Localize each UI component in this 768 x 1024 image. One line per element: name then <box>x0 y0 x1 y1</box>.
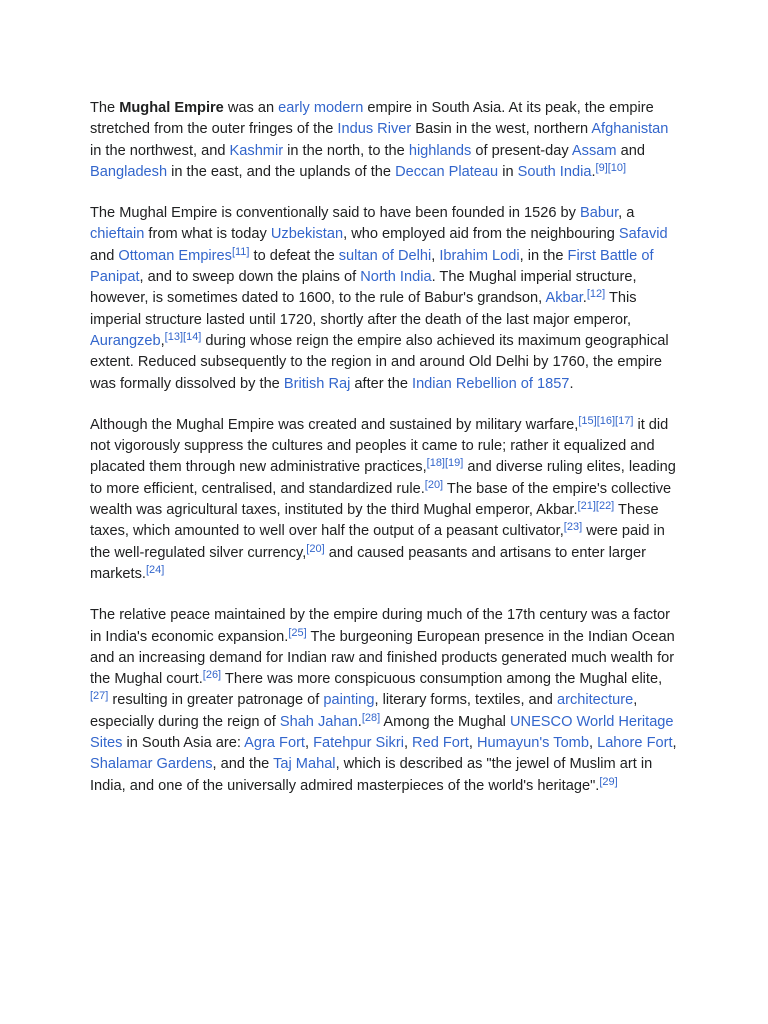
citation-ref <box>564 521 582 533</box>
text-run: in the north, to the <box>283 142 409 159</box>
link-bangladesh[interactable]: Bangladesh <box>90 163 168 180</box>
link-indus-river[interactable]: Indus River <box>337 121 412 138</box>
text-run: to defeat the <box>249 247 339 264</box>
link-ibrahim-lodi[interactable]: Ibrahim Lodi <box>439 247 520 264</box>
citation-ref <box>615 415 633 427</box>
text-run: , <box>160 332 165 349</box>
link-akbar[interactable]: Akbar <box>545 290 583 307</box>
text-run: . <box>591 163 596 180</box>
link-assam[interactable]: Assam <box>571 142 617 159</box>
citation-link[interactable]: [13] <box>164 330 184 343</box>
link-agra-fort[interactable]: Agra Fort <box>244 735 305 752</box>
text-run: . <box>582 290 587 307</box>
text-run: , a <box>618 205 635 222</box>
text-run: was an <box>223 100 279 116</box>
text-run: There was more conspicuous consumption among the Mughal elite, <box>221 671 663 688</box>
link-chieftain[interactable]: chieftain <box>90 226 145 243</box>
citation-ref <box>578 415 596 427</box>
paragraph-2 <box>90 203 680 395</box>
text-run: The base of the empire's collective wealth was agricultural taxes, instituted by the third Mughal emperor, Akbar. <box>90 480 672 519</box>
text-run: . The Mughal imperial structure, however, is sometimes dated to 1600, to the rule of Babur's grandson, <box>90 269 637 307</box>
citation-link[interactable]: [24] <box>145 563 165 576</box>
citation-ref <box>183 331 201 343</box>
text-run: in South Asia are: <box>122 735 245 752</box>
text-run: were paid in the well-regulated silver currency, <box>90 523 665 561</box>
bold-term: Mughal Empire <box>119 100 224 116</box>
link-fatehpur-sikri[interactable]: Fatehpur Sikri <box>313 735 404 752</box>
link-lahore-fort[interactable]: Lahore Fort <box>597 735 673 752</box>
link-red-fort[interactable]: Red Fort <box>412 735 469 752</box>
link-kashmir[interactable]: Kashmir <box>229 142 284 159</box>
citation-link[interactable]: [16] <box>596 414 616 427</box>
link-shah-jahan[interactable]: Shah Jahan <box>279 713 358 730</box>
citation-ref <box>146 564 164 576</box>
text-run: , <box>304 735 314 752</box>
article-body <box>90 98 680 817</box>
link-uzbekistan[interactable]: Uzbekistan <box>270 226 344 243</box>
text-run: , <box>403 735 413 752</box>
citation-ref <box>596 162 608 174</box>
citation-link[interactable]: [22] <box>595 500 615 513</box>
citation-ref <box>90 690 108 702</box>
citation-ref <box>599 776 617 788</box>
citation-link[interactable]: [29] <box>599 775 618 788</box>
text-run: and <box>90 247 119 264</box>
text-run: . <box>569 375 574 392</box>
text-run: from what is today <box>144 226 271 243</box>
text-run: The burgeoning European presence in the Indian Ocean and an increasing demand for Indian raw and finished products generated much wealth for the Mughal court. <box>90 628 675 688</box>
link-first-battle-of-panipat[interactable]: First Battle of Panipat <box>90 247 654 286</box>
text-run: These taxes, which amounted to well over half the output of a peasant cultivator, <box>90 502 659 540</box>
citation-ref <box>445 457 463 469</box>
text-run: This imperial structure lasted until 1720, shortly after the death of the last major emperor, <box>90 290 637 328</box>
link-british-raj[interactable]: British Raj <box>283 375 351 392</box>
citation-link[interactable]: [19] <box>445 457 464 470</box>
text-run: , in the <box>519 247 568 264</box>
link-indian-rebellion-of-1857[interactable]: Indian Rebellion of 1857 <box>412 375 570 392</box>
link-babur[interactable]: Babur <box>580 205 619 222</box>
text-run: and diverse ruling elites, leading to more efficient, centralised, and standardized rule. <box>90 459 676 497</box>
text-run: , and to sweep down the plains of <box>139 269 361 286</box>
text-run: and caused peasants and artisans to enter larger markets. <box>90 544 646 582</box>
link-early-modern[interactable]: early modern <box>278 100 364 116</box>
citation-link[interactable]: [18] <box>426 457 445 470</box>
paragraph-3 <box>90 415 680 585</box>
text-run: The <box>90 100 120 116</box>
text-run: during whose reign the empire also achieved its maximum geographical extent. Reduced subsequently to the region in and around Old Delhi by 1760, the empire was formally dissolved by the <box>90 332 669 392</box>
text-run: . <box>357 713 362 730</box>
link-deccan-plateau[interactable]: Deccan Plateau <box>395 163 499 180</box>
link-taj-mahal[interactable]: Taj Mahal <box>273 756 336 773</box>
text-run: , and the <box>212 756 274 773</box>
citation-link[interactable]: [28] <box>361 711 381 724</box>
text-run: , especially during the reign of <box>90 692 638 730</box>
citation-ref <box>232 246 250 258</box>
citation-link[interactable]: [10] <box>607 161 627 174</box>
link-sultan-of-delhi[interactable]: sultan of Delhi <box>338 247 432 264</box>
link-ottoman-empires[interactable]: Ottoman Empires <box>118 247 232 264</box>
text-run: and <box>616 142 645 159</box>
text-run: it did not vigorously suppress the cultures and peoples it came to rule; rather it equalized and placated them through new administrative practices, <box>90 416 669 476</box>
paragraph-4 <box>90 605 680 797</box>
text-run: Among the Mughal <box>380 713 510 730</box>
citation-link[interactable]: [21] <box>577 500 596 513</box>
link-afghanistan[interactable]: Afghanistan <box>591 121 669 138</box>
citation-ref <box>362 712 380 724</box>
link-humayuns-tomb[interactable]: Humayun's Tomb <box>476 735 589 752</box>
citation-link[interactable]: [15] <box>578 414 597 427</box>
text-run: , <box>468 735 477 752</box>
link-safavid[interactable]: Safavid <box>618 226 668 243</box>
text-run: empire in South Asia. At its peak, the empire stretched from the outer fringes of the <box>90 100 654 138</box>
text-run: , <box>588 735 598 752</box>
text-run: , literary forms, textiles, and <box>374 692 557 709</box>
text-run: in the east, and the uplands of the <box>167 163 396 180</box>
citation-link[interactable]: [12] <box>586 288 606 301</box>
citation-link[interactable]: [14] <box>183 330 202 343</box>
link-south-india[interactable]: South India <box>517 163 592 180</box>
link-highlands[interactable]: highlands <box>408 142 472 159</box>
citation-ref <box>608 162 626 174</box>
link-shalamar-gardens[interactable]: Shalamar Gardens <box>90 756 213 773</box>
link-aurangzeb[interactable]: Aurangzeb <box>90 332 161 349</box>
link-architecture[interactable]: architecture <box>556 692 634 709</box>
citation-ref <box>587 288 605 300</box>
citation-link[interactable]: [20] <box>424 478 444 491</box>
text-run: , which is described as "the jewel of Muslim art in India, and one of the universally admired masterpieces of the world's heritage". <box>90 756 653 794</box>
citation-ref <box>165 331 183 343</box>
text-run: after the <box>350 375 413 392</box>
citation-ref <box>203 669 221 681</box>
link-unesco-world-heritage-sites[interactable]: UNESCO World Heritage Sites <box>90 713 674 752</box>
citation-ref <box>597 415 615 427</box>
text-run: resulting in greater patronage of <box>108 692 324 709</box>
citation-ref <box>427 457 445 469</box>
citation-link[interactable]: [25] <box>288 626 307 639</box>
citation-ref <box>425 479 443 491</box>
citation-link[interactable]: [23] <box>563 521 583 534</box>
text-run: , <box>431 247 440 264</box>
text-run: in the northwest, and <box>90 142 230 159</box>
citation-link[interactable]: [26] <box>202 669 222 682</box>
text-run: in <box>498 163 518 180</box>
citation-link[interactable]: [20] <box>306 542 325 555</box>
text-run: The relative peace maintained by the empire during much of the 17th century was a factor in India's economic expansion. <box>90 607 671 645</box>
text-run: , who employed aid from the neighbouring <box>343 226 619 243</box>
link-painting[interactable]: painting <box>323 692 375 709</box>
paragraph-1 <box>90 98 680 183</box>
link-north-india[interactable]: North India <box>360 269 432 286</box>
citation-link[interactable]: [11] <box>231 245 250 258</box>
text-run: The Mughal Empire is conventionally said to have been founded in 1526 by <box>90 205 581 222</box>
citation-ref <box>288 627 306 639</box>
citation-ref <box>306 543 324 555</box>
text-run: Although the Mughal Empire was created and sustained by military warfare, <box>90 416 579 433</box>
citation-link[interactable]: [9] <box>595 161 608 174</box>
citation-link[interactable]: [27] <box>90 690 109 703</box>
citation-ref <box>578 500 596 512</box>
text-run: Basin in the west, northern <box>411 121 592 138</box>
text-run: of present-day <box>471 142 572 159</box>
citation-ref <box>596 500 614 512</box>
text-run: , <box>672 735 677 752</box>
citation-link[interactable]: [17] <box>615 414 634 427</box>
